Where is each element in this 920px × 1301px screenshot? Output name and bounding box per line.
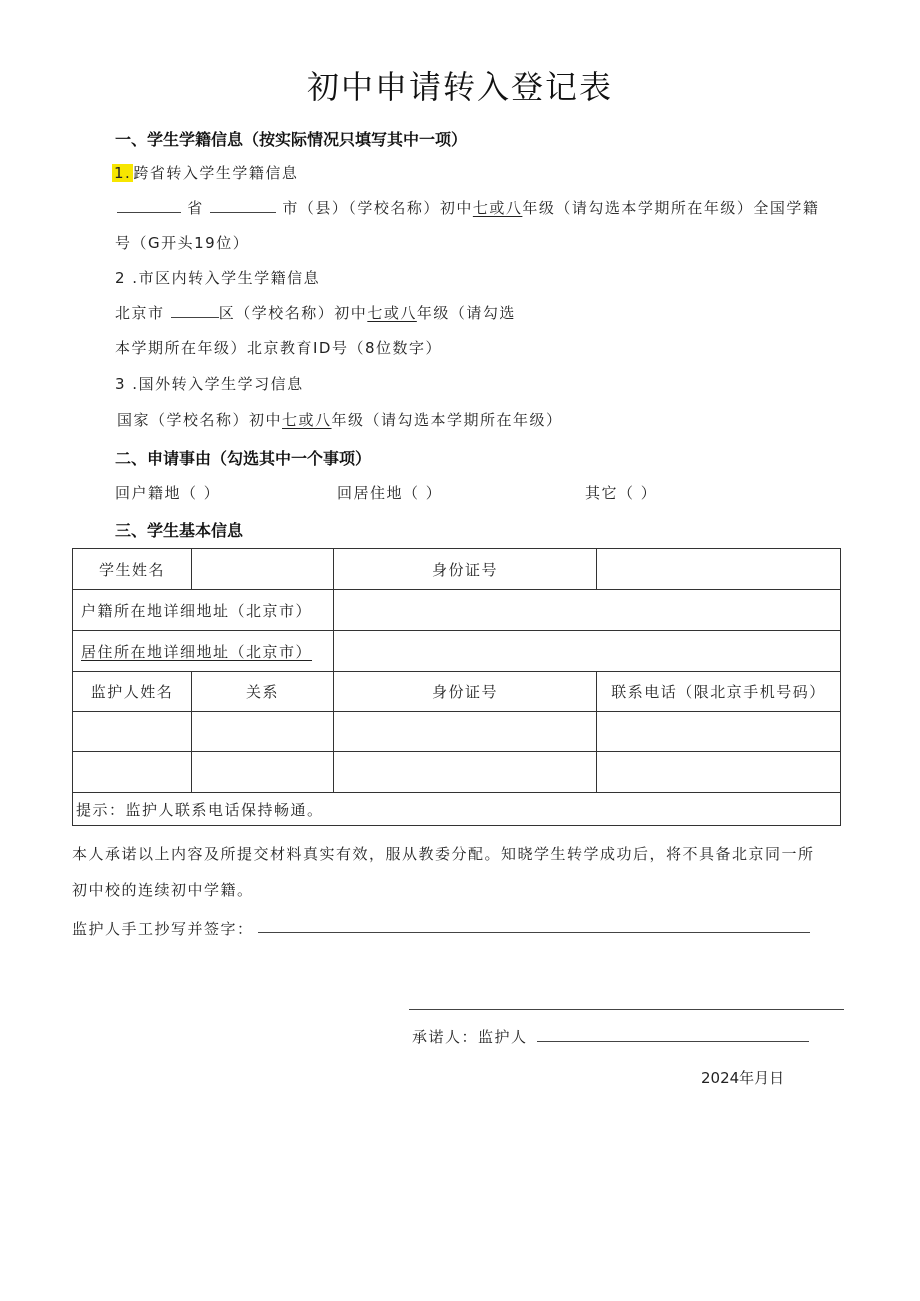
student-id-field[interactable] xyxy=(597,549,841,590)
guardian-signature-line[interactable] xyxy=(537,1041,809,1042)
city-blank[interactable] xyxy=(210,198,276,213)
guardian-header-row xyxy=(73,672,841,712)
province-label: 省 xyxy=(187,199,204,217)
guardian-id-header: 身份证号 xyxy=(334,672,597,712)
guardian2-id-field[interactable] xyxy=(334,752,597,793)
section2-heading: 二、申请事由（勾选其中一个事项） xyxy=(115,449,372,468)
student-id-label: 身份证号 xyxy=(334,549,597,590)
item2-line2: 本学期所在年级）北京教育ID号（8位数字） xyxy=(115,339,443,357)
item2-heading: 2 .市区内转入学生学籍信息 xyxy=(115,269,321,287)
beijing-prefix: 北京市 xyxy=(115,304,165,322)
section3-heading: 三、学生基本信息 xyxy=(115,521,244,540)
item2-rest: 年级（请勾选 xyxy=(416,304,516,322)
item1-line2: 号（G开头19位） xyxy=(115,234,250,252)
pledge-line1: 本人承诺以上内容及所提交材料真实有效，服从教委分配。知晓学生转学成功后，将不具备北京同一所 xyxy=(72,845,815,863)
hukou-address-field[interactable] xyxy=(334,590,841,631)
residence-address-field[interactable] xyxy=(334,631,841,672)
guardian-relation-header: 关系 xyxy=(192,672,334,712)
residence-address-label xyxy=(73,631,334,672)
item1-line1 xyxy=(117,197,819,218)
item3-rest: 年级（请勾选本学期所在年级） xyxy=(331,411,563,429)
student-row xyxy=(73,549,841,590)
date-line: 2024年月日 xyxy=(701,1069,785,1087)
district-blank[interactable] xyxy=(171,303,219,318)
item3-line1 xyxy=(117,409,563,430)
tip-text: 提示：监护人联系电话保持畅通。 xyxy=(73,793,841,826)
guardian1-name-field[interactable] xyxy=(73,712,192,752)
signer-label: 承诺人：监护人 xyxy=(412,1028,528,1046)
student-name-label: 学生姓名 xyxy=(73,549,192,590)
guardian2-relation-field[interactable] xyxy=(192,752,334,793)
item3-heading: 3 .国外转入学生学习信息 xyxy=(115,375,304,393)
guardian1-id-field[interactable] xyxy=(334,712,597,752)
page-title: 初中申请转入登记表 xyxy=(306,68,613,106)
guardian1-phone-field[interactable] xyxy=(597,712,841,752)
item1-label: 跨省转入学生学籍信息 xyxy=(133,164,299,182)
grade-choice-1[interactable]: 七或八 xyxy=(472,199,523,217)
hukou-row xyxy=(73,590,841,631)
residence-row xyxy=(73,631,841,672)
grade-choice-2[interactable]: 七或八 xyxy=(367,304,417,322)
reason-option-residence[interactable]: 回居住地（ ） xyxy=(337,484,443,502)
grade-choice-3[interactable]: 七或八 xyxy=(282,411,332,429)
copy-signature-line[interactable] xyxy=(258,932,810,933)
guardian-row xyxy=(73,712,841,752)
tip-row xyxy=(73,793,841,826)
district-label: 区（学校名称）初中 xyxy=(218,304,368,322)
reason-option-other[interactable]: 其它（ ） xyxy=(585,484,658,502)
guardian-phone-header: 联系电话（限北京手机号码） xyxy=(597,672,841,712)
item1-rest: 年级（请勾选本学期所在年级）全国学籍 xyxy=(522,199,820,217)
guardian1-relation-field[interactable] xyxy=(192,712,334,752)
item1-number: 1. xyxy=(114,164,132,182)
guardian-row xyxy=(73,752,841,793)
item1-heading xyxy=(112,162,298,183)
student-info-table xyxy=(72,548,841,826)
hukou-address-label: 户籍所在地详细地址（北京市） xyxy=(73,590,334,631)
city-label: 市（县）（学校名称）初中 xyxy=(282,199,473,217)
reason-option-hukou[interactable]: 回户籍地（ ） xyxy=(115,484,221,502)
province-blank[interactable] xyxy=(117,198,181,213)
copy-label: 监护人手工抄写并签字： xyxy=(72,920,254,938)
pledge-line2: 初中校的连续初中学籍。 xyxy=(72,881,254,899)
item3-prefix: 国家（学校名称）初中 xyxy=(117,411,283,429)
guardian-name-header: 监护人姓名 xyxy=(73,672,192,712)
handwriting-line[interactable] xyxy=(409,1009,844,1010)
student-name-field[interactable] xyxy=(192,549,334,590)
guardian2-phone-field[interactable] xyxy=(597,752,841,793)
section1-heading: 一、学生学籍信息（按实际情况只填写其中一项） xyxy=(115,130,468,149)
guardian2-name-field[interactable] xyxy=(73,752,192,793)
item2-line1 xyxy=(115,302,516,323)
residence-address-text: 居住所在地详细地址（北京市） xyxy=(81,642,313,661)
